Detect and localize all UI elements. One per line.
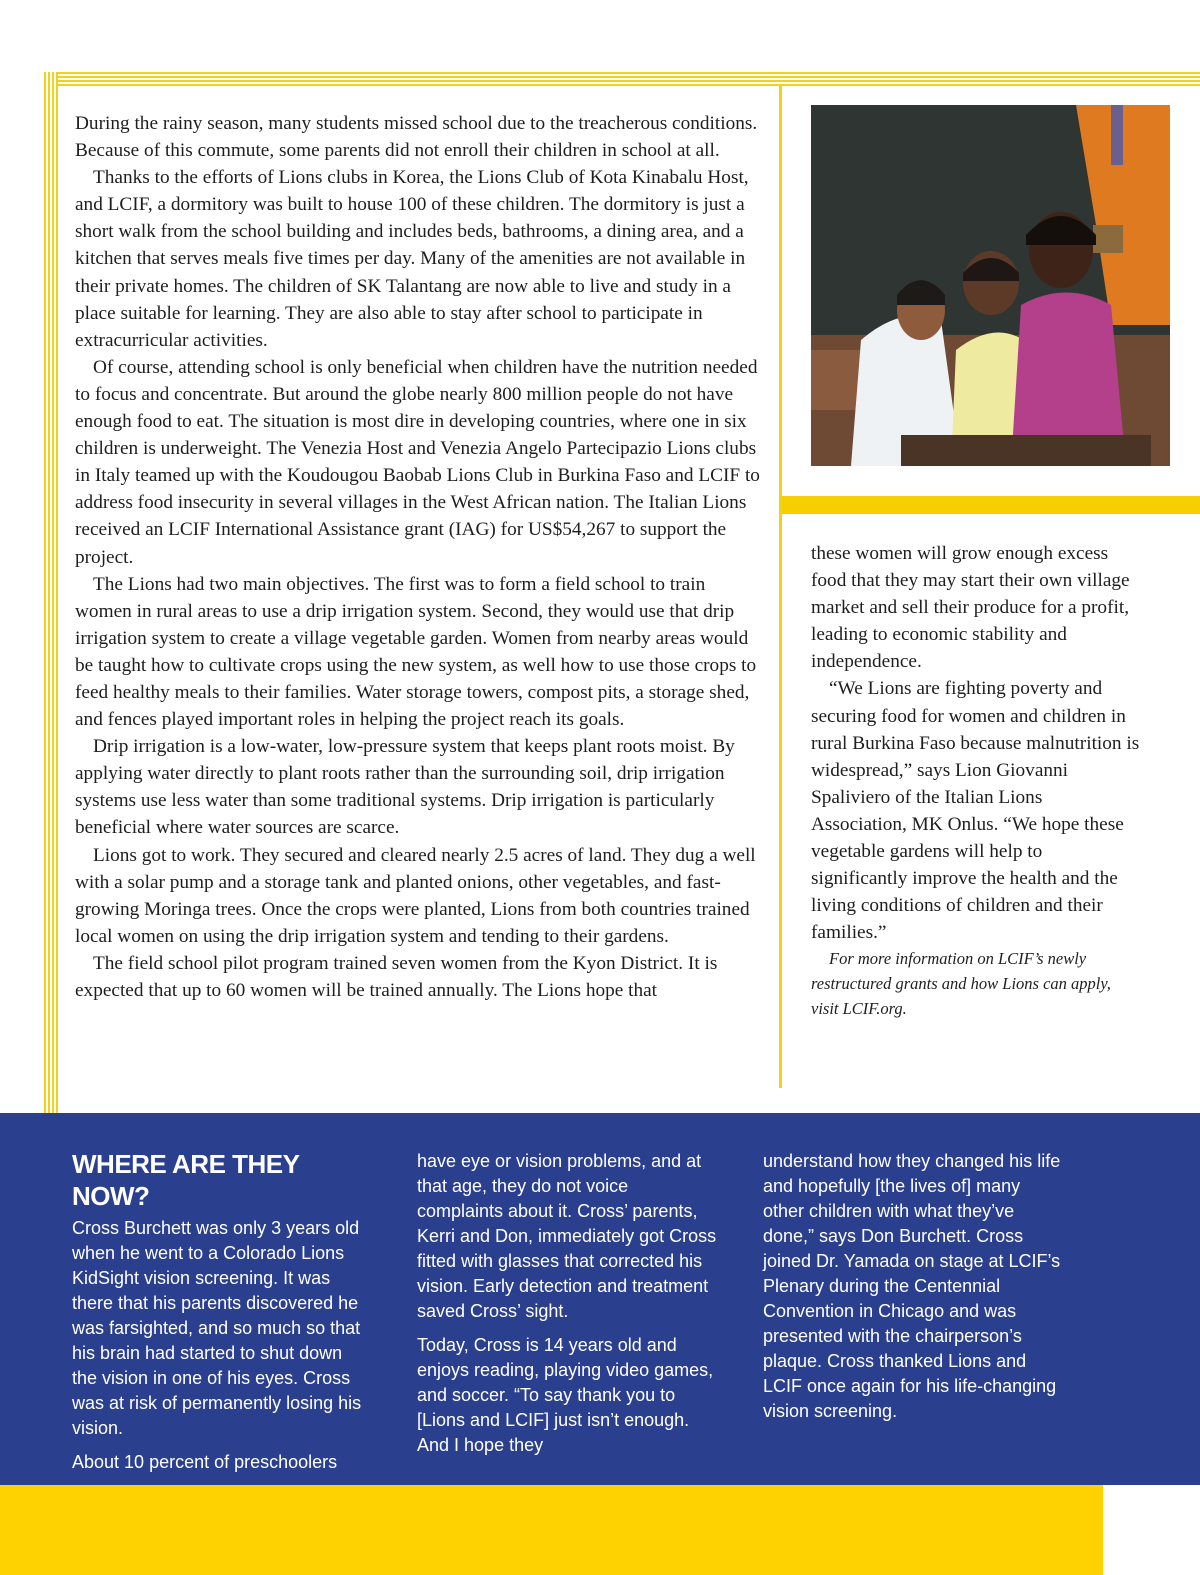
article-side-column — [811, 540, 1141, 1021]
sidebar-column-3 — [763, 1149, 1063, 1433]
article-paragraph: Thanks to the efforts of Lions clubs in Korea, the Lions Club of Kota Kinabalu Host, and LCIF, a dormitory was built to house 100 of these children. The dormitory is just a short walk from the school building and includes beds, bathrooms, a dining area, and a kitchen that serves meals five times per day. Many of the amenities are not available in their private homes. The children of SK Talantang are now able to live and study in a place suitable for learning. They are also able to stay after school to participate in extracurricular activities. — [75, 167, 749, 351]
sidebar-column-2 — [417, 1149, 717, 1467]
sidebar-paragraph: Today, Cross is 14 years old and enjoys reading, playing video games, and soccer. “To say thank you to [Lions and LCIF] just isn’t enough. And I hope they — [417, 1335, 714, 1455]
sidebar-paragraph: About 10 percent of preschoolers — [72, 1452, 338, 1472]
article-paragraph: Of course, attending school is only beneficial when children have the nutrition needed to focus and concentrate. But around the globe nearly 800 million people do not have enough food to eat. The situation is most dire in developing countries, where one in six children is underweight. The Venezia Host and Venezia Angelo Partecipazio Lions clubs in Italy teamed up with the Koudougou Baobab Lions Club in Burkina Faso and LCIF to address food insecurity in several villages in the West African nation. The Italian Lions received an LCIF International Assistance grant (IAG) for US$54,267 to support the project. — [75, 356, 760, 568]
column-divider — [779, 86, 782, 1088]
article-main-column — [75, 110, 765, 1004]
article-paragraph: Lions got to work. They secured and cleared nearly 2.5 acres of land. They dug a well with a solar pump and a storage tank and planted onions, other vegetables, and fast-growing Moringa trees. Once the crops were planted, Lions from both countries trained local women on using the drip irrigation system and tending to their gardens. — [75, 844, 756, 947]
sidebar-title: WHERE ARE THEY NOW? — [72, 1149, 300, 1211]
article-paragraph: The Lions had two main objectives. The first was to form a field school to train women in rural areas to use a drip irrigation system. Second, they would use that drip irrigation system to create a village vegetable garden. Women from nearby areas would be taught how to cultivate crops using the new system, as well how to use those crops to feed healthy meals to their families. Water storage towers, compost pits, a storage shed, and fences played important roles in helping the project reach its goals. — [75, 573, 757, 731]
sidebar-paragraph: Cross Burchett was only 3 years old when he went to a Colorado Lions KidSight vision screening. It was there that his parents discovered he was farsighted, and so much so that his brain had started to shut down the vision in one of his eyes. Cross was at risk of permanently losing his vision. — [72, 1218, 362, 1438]
quote-paragraph: “We Lions are fighting poverty and securing food for women and children in rural Burkina Faso because malnutrition is widespread,” says Lion Giovanni Spaliviero of the Italian Lions Association, MK Onlus. “We hope these vegetable gardens will help to significantly improve the health and the living conditions of children and their families.” — [811, 678, 1140, 944]
article-photo — [811, 105, 1170, 466]
sidebar-paragraph: understand how they changed his life and hopefully [the lives of] many other children with what they’ve done,” says Don Burchett. Cross joined Dr. Yamada on stage at LCIF’s Plenary during the Centennial Convention in Chicago and was presented with the chairperson’s plaque. Cross thanked Lions and LCIF once again for his life-changing vision screening. — [763, 1151, 1061, 1421]
sidebar-paragraph: have eye or vision problems, and at that age, they do not voice complaints about it. Cross’ parents, Kerri and Don, immediately got Cross fitted with glasses that corrected his vision. Early detection and treatment saved Cross’ sight. — [417, 1151, 717, 1321]
article-paragraph: The field school pilot program trained seven women from the Kyon District. It is expected that up to 60 women will be trained annually. The Lions hope that — [75, 952, 718, 1001]
photo-accent-band — [782, 496, 1200, 514]
article-paragraph: Drip irrigation is a low-water, low-pressure system that keeps plant roots moist. By applying water directly to plant roots rather than the surrounding soil, drip irrigation systems use less water than some traditional systems. Drip irrigation is particularly beneficial where water sources are scarce. — [75, 736, 735, 839]
more-info-note: For more information on LCIF’s newly restructured grants and how Lions can apply, visit LCIF.org. — [811, 949, 1111, 1019]
article-paragraph: During the rainy season, many students missed school due to the treacherous conditions. Because of this commute, some parents did not enroll their children in school at all. — [75, 113, 758, 162]
footer-yellow-band — [0, 1485, 1103, 1575]
decorative-frame-top — [44, 72, 1200, 86]
sidebar-column-1 — [72, 1148, 372, 1484]
decorative-frame-left — [44, 72, 58, 1115]
article-paragraph: these women will grow enough excess food that they may start their own village market and sell their produce for a profit, leading to economic stability and independence. — [811, 543, 1130, 673]
